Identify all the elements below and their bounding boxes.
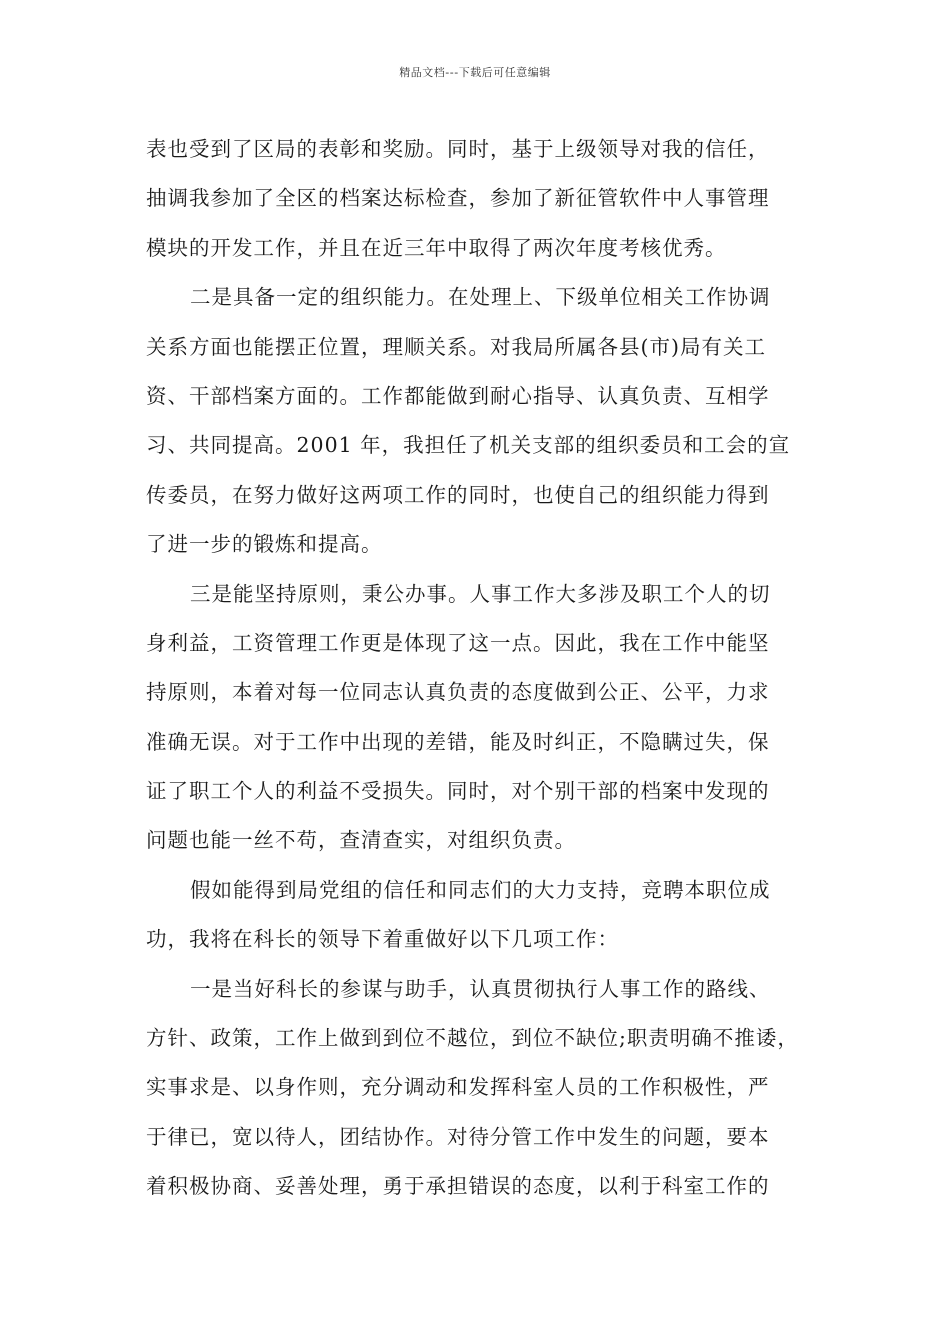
text-line: 抽调我参加了全区的档案达标检查，参加了新征管软件中人事管理 — [146, 186, 770, 211]
paragraph-start-line: 三是能坚持原则，秉公办事。人事工作大多涉及职工个人的切 — [190, 581, 771, 606]
paragraph-start-line: 一是当好科长的参谋与助手，认真贯彻执行人事工作的路线、 — [190, 976, 771, 1001]
page-header: 精品文档---下载后可任意编辑 — [399, 66, 551, 79]
text-line: 于律已，宽以待人，团结协作。对待分管工作中发生的问题，要本 — [146, 1124, 770, 1149]
text-line: 功，我将在科长的领导下着重做好以下几项工作： — [146, 927, 619, 952]
text-line: 问题也能一丝不苟，查清查实，对组织负责。 — [146, 828, 576, 853]
text-line: 方针、政策，工作上做到到位不越位，到位不缺位;职责明确不推诿， — [146, 1026, 799, 1051]
text-line: 传委员，在努力做好这两项工作的同时，也使自己的组织能力得到 — [146, 482, 770, 507]
text-line: 关系方面也能摆正位置，理顺关系。对我局所属各县(市)局有关工 — [146, 334, 766, 359]
text-line: 表也受到了区局的表彰和奖励。同时，基于上级领导对我的信任， — [146, 137, 770, 161]
paragraph-start-line: 二是具备一定的组织能力。在处理上、下级单位相关工作协调 — [190, 285, 771, 310]
text-line: 证了职工个人的利益不受损失。同时，对个别干部的档案中发现的 — [146, 779, 770, 804]
text-line: 习、共同提高。2001 年，我担任了机关支部的组织委员和工会的宣 — [146, 433, 791, 458]
document-body — [146, 125, 810, 1212]
text-line: 实事求是、以身作则，充分调动和发挥科室人员的工作积极性，严 — [146, 1075, 770, 1100]
paragraph-start-line: 假如能得到局党组的信任和同志们的大力支持，竞聘本职位成 — [190, 877, 771, 902]
text-line: 资、干部档案方面的。工作都能做到耐心指导、认真负责、互相学 — [146, 383, 770, 408]
text-line: 持原则，本着对每一位同志认真负责的态度做到公正、公平，力求 — [146, 680, 770, 705]
text-line: 了进一步的锻炼和提高。 — [146, 532, 383, 557]
text-line: 模块的开发工作，并且在近三年中取得了两次年度考核优秀。 — [146, 235, 727, 260]
text-line: 身利益，工资管理工作更是体现了这一点。因此，我在工作中能坚 — [146, 630, 770, 655]
text-line: 准确无误。对于工作中出现的差错，能及时纠正，不隐瞒过失，保 — [146, 729, 770, 754]
text-line: 着积极协商、妥善处理，勇于承担错误的态度，以利于科室工作的 — [146, 1174, 770, 1199]
